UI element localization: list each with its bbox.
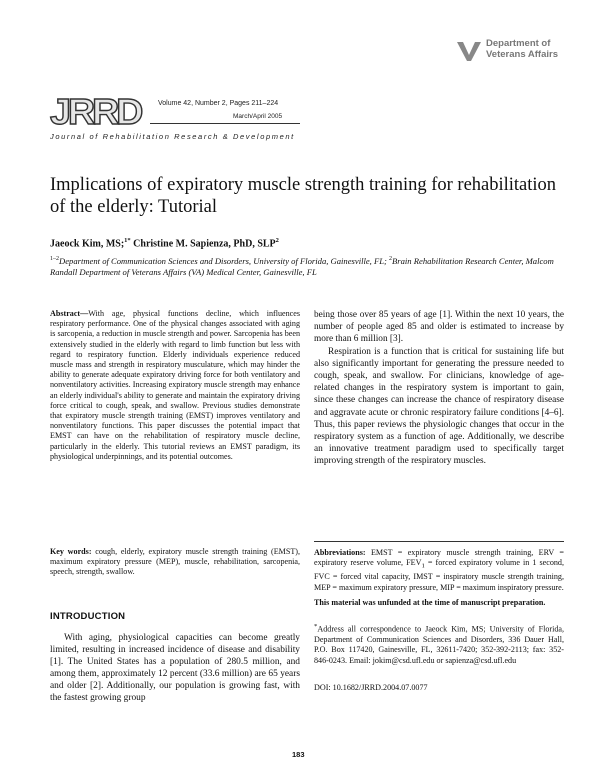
keywords-label: Key words:	[50, 547, 92, 556]
va-emblem-icon	[456, 40, 482, 62]
journal-name: Journal of Rehabilitation Research & Development	[50, 132, 295, 141]
affil-sup-2: 2	[389, 256, 393, 262]
footnote-rule	[314, 541, 564, 542]
affil-sup-1: 1–2	[50, 256, 59, 262]
affil-text-2: Brain Rehabilitation Research Center, Malcom Randall Department of Veterans Affairs (VA) Medical Center, Gainesville, FL	[50, 255, 554, 278]
introduction-paragraph: With aging, physiological capacities can become greatly limited, resulting in increased incidence of disease and disability [1]. The United States has a population of 280.5 million, and among them, approximately 12 percent (33.6 million) are 65 years and older [2]. Additionally, our population is growing fast, with the fastest growing group	[50, 633, 300, 704]
article-title: Implications of expiratory muscle strength training for rehabilitation of the elderly: Tutorial	[50, 175, 557, 217]
abstract-label: Abstract—	[50, 309, 89, 318]
abstract	[50, 309, 300, 462]
author-1-sup: 1*	[124, 237, 131, 244]
abbreviations-footnote	[314, 548, 564, 593]
correspondence-text: Address all correspondence to Jaeock Kim, MS; University of Florida, Department of Communication Sciences and Disorders, 336 Dauer Hall, P.O. Box 117420, Gainesville, FL, 32611-7420; 352-392-2113; fax: 352-846-0243. Email: jokim@csd.ufl.edu or sapienza@csd.ufl.edu	[314, 624, 564, 665]
right-column-body	[314, 309, 564, 468]
correspondence-mark: *	[314, 623, 318, 630]
va-wordmark: Department of Veterans Affairs	[486, 38, 558, 60]
keywords	[50, 547, 300, 578]
journal-logo-text: JRRD	[50, 91, 141, 132]
funding-note: This material was unfunded at the time of manuscript preparation.	[314, 598, 546, 607]
author-2-sup: 2	[275, 237, 279, 244]
abbreviations-label: Abbreviations:	[314, 548, 366, 557]
abstract-text: With age, physical functions decline, which influences respiratory performance. One of the physical changes associated with aging is sarcopenia, a reduction in muscle strength and power. Sarcopenia has been extensively studied in the elderly with regard to limb function but less with regard to respiratory function. Elderly individuals experience reduced muscle mass and strength in respiratory musculature, which may hinder the ability to generate adequate expiratory driving force for both ventilatory and nonventilatory activities. Increasing expiratory muscle strength may enhance an elderly individual's ability to generate and maintain the expiratory driving force critical to cough, speak, and swallow. Previous studies demonstrate that expiratory muscle strength training (EMST) improves ventilatory and nonventilatory functions. This paper discusses the potential impact that EMST can have on the rehabilitation of respiratory muscle decline, particularly in the elderly. This tutorial reviews an EMST paradigm, its physiological underpinnings, and its potential outcomes.	[50, 309, 300, 461]
affiliations	[50, 254, 570, 279]
header-rule	[150, 123, 300, 124]
author-1: Jaeock Kim, MS;	[50, 238, 125, 250]
va-logo	[456, 38, 566, 68]
keywords-text: cough, elderly, expiratory muscle strength training (EMST), maximum expiratory pressure (MEP), muscle, rehabilitation, sarcopenia, speech, strength, swallow.	[50, 547, 301, 577]
affil-text-1: Department of Communication Sciences and Disorders, University of Florida, Gainesville, FL;	[59, 255, 390, 266]
issue-date: March/April 2005	[233, 113, 283, 120]
introduction-body	[50, 632, 300, 705]
correspondence-footnote	[314, 622, 564, 666]
journal-name-line	[50, 126, 300, 144]
abbreviations-text-b: = forced expiratory volume in 1 second, FVC = forced vital capacity, IMST = inspiratory muscle strength training, MEP = maximum expiratory pressure, MIP = maximum inspiratory pressure.	[314, 558, 564, 592]
author-2: Christine M. Sapienza, PhD, SLP	[133, 238, 276, 250]
continuation-paragraph: being those over 85 years of age [1]. Within the next 10 years, the number of people aged 85 and older is estimated to increase by more than 6 million [3].	[314, 310, 564, 345]
abbreviations-text-a: EMST = expiratory muscle strength training, ERV = expiratory reserve volume, FEV	[314, 548, 564, 568]
page-number: 183	[292, 750, 305, 759]
doi: DOI: 10.1682/JRRD.2004.07.0077	[314, 683, 428, 692]
abbreviations-sub: 1	[421, 562, 425, 570]
section-heading-introduction: INTRODUCTION	[50, 611, 126, 622]
respiration-paragraph: Respiration is a function that is critical for sustaining life but also significantly important for generating the pressure needed to cough, speak, and swallow. For clinicians, knowledge of age-related changes in the respiratory system is important to gain, since these changes can increase the chance of respiratory disease and aggravate acute or chronic respiratory failure conditions [4–6]. Thus, this paper reviews the physiologic changes that occur in the respiratory system as a function of age. Additionally, we describe an innovative treatment paradigm used to specifically target improving strength of the respiratory muscles.	[314, 346, 564, 467]
volume-info: Volume 42, Number 2, Pages 211–224	[158, 100, 279, 107]
author-list	[50, 237, 279, 249]
